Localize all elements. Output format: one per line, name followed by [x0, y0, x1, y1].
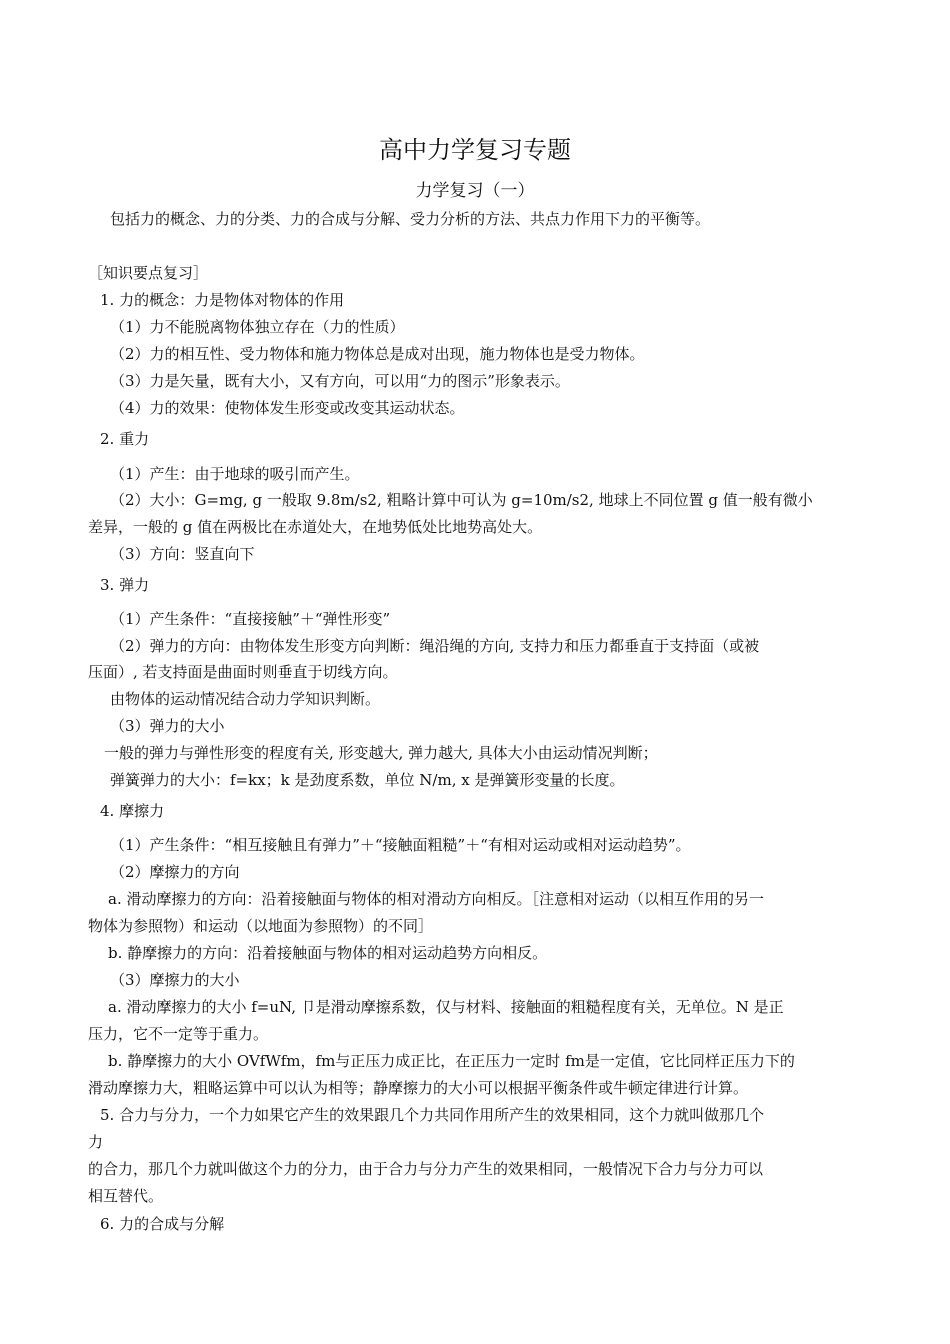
item-4-point-2a: a. 滑动摩擦力的方向：沿着接触面与物体的相对滑动方向相反。［注意相对运动（以相互作用的另一: [108, 890, 764, 908]
item-5-cont-3: 相互替代。: [88, 1187, 164, 1205]
section-heading-knowledge-review: ［知识要点复习］: [88, 264, 209, 282]
item-3-point-2-note: 由物体的运动情况结合动力学知识判断。: [110, 690, 381, 708]
item-1-heading: 1. 力的概念：力是物体对物体的作用: [100, 291, 345, 309]
item-4-heading: 4. 摩擦力: [100, 802, 165, 820]
item-3-heading: 3. 弹力: [100, 576, 150, 594]
item-2-heading: 2. 重力: [100, 430, 150, 448]
item-4-point-2a-cont: 物体为参照物）和运动（以地面为参照物）的不同］: [88, 917, 434, 935]
item-3-point-3: （3）弹力的大小: [110, 717, 225, 735]
item-3-point-2-cont: 压面）, 若支持面是曲面时则垂直于切线方向。: [88, 663, 398, 681]
document-title: 高中力学复习专题: [379, 136, 571, 164]
item-2-point-3: （3）方向：竖直向下: [110, 545, 255, 563]
item-5-heading: 5. 合力与分力，一个力如果它产生的效果跟几个力共同作用所产生的效果相同，这个力就叫做那几个: [100, 1106, 765, 1124]
item-3-point-2: （2）弹力的方向：由物体发生形变方向判断：绳沿绳的方向, 支持力和压力都垂直于支持面（或被: [110, 637, 760, 655]
item-5-cont-2: 的合力，那几个力就叫做这个力的分力，由于合力与分力产生的效果相同，一般情况下合力与分力可以: [88, 1160, 764, 1178]
document-subtitle: 力学复习（一）: [415, 181, 535, 201]
item-4-point-3: （3）摩擦力的大小: [110, 971, 240, 989]
item-2-point-1: （1）产生：由于地球的吸引而产生。: [110, 465, 360, 483]
item-4-point-3a: a. 滑动摩擦力的大小 f=uN, 卩是滑动摩擦系数，仅与材料、接触面的粗糙程度有关，无单位。N 是正: [108, 998, 784, 1016]
item-5-cont-1: 力: [88, 1133, 104, 1151]
item-1-point-3: （3）力是矢量，既有大小，又有方向，可以用“力的图示”形象表示。: [110, 372, 570, 390]
item-3-point-3-detail: 一般的弹力与弹性形变的程度有关, 形变越大, 弹力越大, 具体大小由运动情况判断；: [104, 744, 658, 762]
item-1-point-2: （2）力的相互性、受力物体和施力物体总是成对出现，施力物体也是受力物体。: [110, 345, 645, 363]
item-6-heading: 6. 力的合成与分解: [100, 1215, 225, 1233]
item-4-point-1: （1）产生条件：“相互接触且有弹力”＋“接触面粗糙”＋“有相对运动或相对运动趋势”。: [110, 836, 691, 854]
item-4-point-3a-cont: 压力，它不一定等于重力。: [88, 1025, 269, 1043]
item-2-point-2: （2）大小：G=mg, g 一般取 9.8m/s2, 粗略计算中可认为 g=10m/s2, 地球上不同位置 g 值一般有微小: [110, 491, 813, 509]
item-3-point-3-spring: 弹簧弹力的大小：f=kx；k 是劲度系数，单位 N/m, x 是弹簧形变量的长度。: [110, 771, 625, 789]
item-3-point-1: （1）产生条件：“直接接触”＋“弹性形变”: [110, 610, 391, 628]
item-2-point-2-cont: 差异，一般的 g 值在两极比在赤道处大，在地势低处比地势高处大。: [88, 518, 543, 536]
item-1-point-4: （4）力的效果：使物体发生形变或改变其运动状态。: [110, 399, 465, 417]
item-1-point-1: （1）力不能脱离物体独立存在（力的性质）: [110, 318, 405, 336]
item-4-point-2: （2）摩擦力的方向: [110, 863, 240, 881]
item-4-point-2b: b. 静摩擦力的方向：沿着接触面与物体的相对运动趋势方向相反。: [108, 944, 548, 962]
item-4-point-3b: b. 静摩擦力的大小 OVfWfm，fm与正压力成正比，在正压力一定时 fm是一定值，它比同样正压力下的: [108, 1052, 795, 1070]
item-4-point-3b-cont: 滑动摩擦力大，粗略运算中可以认为相等；静摩擦力的大小可以根据平衡条件或牛顿定律进行计算。: [88, 1079, 749, 1097]
intro-paragraph: 包括力的概念、力的分类、力的合成与分解、受力分析的方法、共点力作用下力的平衡等。: [110, 210, 711, 228]
